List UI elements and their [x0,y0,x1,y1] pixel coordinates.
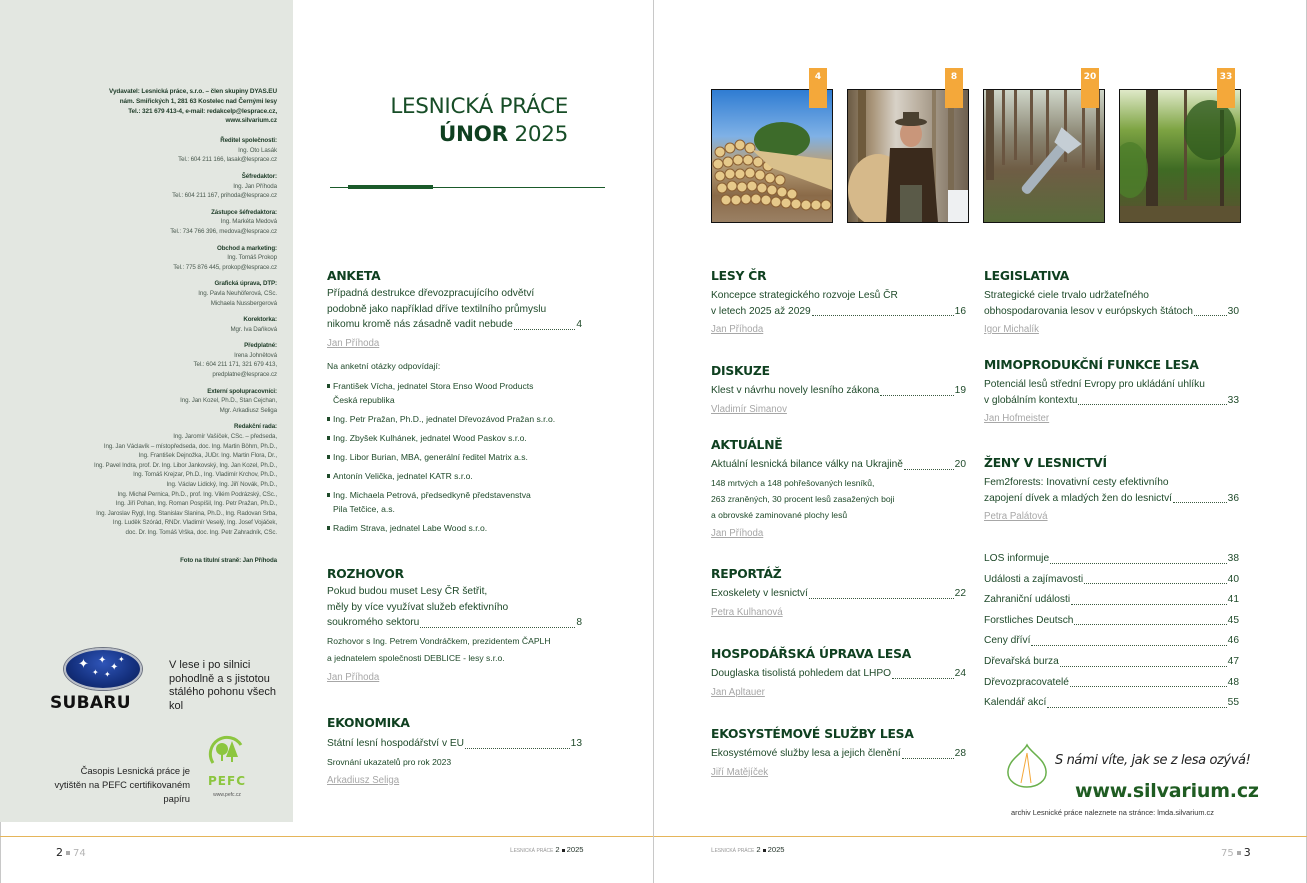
toc-regular-entry[interactable] [984,631,1239,652]
leader-dots [1071,604,1227,605]
issue-date [300,121,568,149]
toc-regular-entry[interactable] [984,549,1239,570]
leader-dots [1173,502,1227,503]
photo-page-badge: 20 [1081,68,1099,108]
page-number: 36 [1227,492,1239,504]
colophon-line: Ing. Luděk Szórád, RNDr. Vladimír Veselý, Ing. Josef Vojáček, [112,519,277,527]
colophon-block [7,244,277,273]
spread-spine [653,0,654,883]
respondent-line: Radim Strava, jednatel Labe Wood s.r.o. [333,522,488,533]
entry-subtitle [711,475,966,523]
editorial-board [7,422,277,537]
toc-entry[interactable] [711,586,966,602]
page-number-left [56,846,86,859]
leader-dots [904,469,954,470]
publisher-info [7,87,277,126]
toc-entry[interactable] [984,475,1239,506]
toc-section-legislativa [984,268,1239,337]
author-link[interactable]: Igor Michalík [984,324,1039,335]
toc-regular-entry[interactable] [984,570,1239,591]
toc-regular-entry[interactable] [984,590,1239,611]
colophon-line: Tel.: 604 211 166, lasak@lesprace.cz [178,156,277,164]
square-separator [763,849,766,852]
colophon-block [7,208,277,237]
toc-entry[interactable] [327,736,582,752]
entry-title: Dřevařská burza [984,655,1059,667]
cover-photo-credit: Foto na titulní straně: Jan Příhoda [180,556,277,564]
publisher-line: Tel.: 321 679 413-4, e-mail: redakcelp@lesprace.cz, [128,107,277,115]
subtitle-line: 148 mrtvých a 148 pohřešovaných lesníků, [711,477,875,488]
issue-year: 2025 [767,845,785,854]
leader-dots [1074,624,1226,625]
footer-rule-right [654,836,1307,837]
publisher-line: Vydavatel: Lesnická práce, s.r.o. – člen skupiny DYAS.EU [109,88,277,95]
issue-number: 2 [555,845,560,854]
ad-line: pohodlně a s jistotou [169,672,270,685]
colophon-block [7,172,277,201]
running-head-right [711,845,785,854]
colophon-heading: Obchod a marketing: [217,244,277,252]
toc-section-mimoprodukcni [984,357,1239,426]
colophon-block [7,315,277,334]
colophon-line: Tel.: 604 211 167, prihoda@lesprace.cz [172,192,277,200]
page-number-absolute: 74 [73,848,86,859]
entry-title-line: Strategické ciele trvalo udržateľného [984,290,1149,301]
square-separator [66,851,70,855]
page-number: 47 [1227,655,1239,667]
colophon-line: Ing. Jan Příhoda [233,182,277,190]
toc-entry[interactable] [711,457,966,473]
colophon-line: Ing. Jiří Pohan, Ing. Roman Pospíšil, Ing. Petr Pražan, Ph.D., [115,500,277,508]
silvarium-leaf-icon [1005,743,1049,791]
silvarium-url[interactable]: www.silvarium.cz [1075,780,1259,802]
entry-title-line: soukromého sektoru [327,617,420,628]
respondent-line: Ing. Michaela Petrová, předsedkyně představenstva [333,489,531,500]
magazine-masthead [300,93,568,149]
respondent-item [327,412,582,426]
colophon-sidebar [0,0,293,822]
toc-entry[interactable] [984,288,1239,319]
section-heading: ROZHOVOR [327,567,404,581]
colophon-line: doc. Dr. Ing. Tomáš Vrška, doc. Ing. Petr Zahradník, CSc. [125,528,277,536]
colophon-heading: Šéfredaktor: [241,172,277,180]
page-number-absolute: 75 [1221,848,1234,859]
forester-image [848,90,968,222]
footer-rule-left [0,836,653,837]
toc-regular-entry[interactable] [984,652,1239,673]
page-number: 24 [954,668,966,679]
entry-subtitle [327,633,582,667]
subaru-wordmark: SUBARU [50,693,131,713]
colophon-line: Ing. Jan Kozel, Ph.D., Stan Cejchan, [180,397,277,405]
section-heading: DISKUZE [711,364,770,378]
toc-section-hospodarska-uprava [711,646,966,700]
leader-dots [1194,315,1227,316]
respondent-item [327,450,582,464]
colophon-line: Mgr. Arkadiusz Seliga [219,406,277,414]
colophon-line: Ing. Tomáš Krejzar, Ph.D., Ing. Vladimír Krchov, Ph.D., [133,471,277,479]
colophon-line: Mgr. Iva Daňková [230,325,277,333]
toc-section-ekonomika [327,715,582,788]
leader-dots [892,678,954,679]
colophon-heading: Korektorka: [243,316,277,324]
pefc-note [50,764,190,806]
colophon-line: Tel.: 775 876 445, prokop@lesprace.cz [173,263,277,271]
leader-dots [880,395,953,396]
pefc-line: Časopis Lesnická práce je [80,765,190,776]
respondent-line: Česká republika [333,394,395,405]
page-number: 28 [954,748,966,759]
silvarium-slogan: S námi víte, jak se z lesa ozývá! [1055,753,1251,768]
leader-dots [809,598,954,599]
running-title: Lesnická práce [711,847,755,854]
section-heading: AKTUÁLNĚ [711,438,783,452]
leader-dots [1070,686,1227,687]
entry-title: Dřevozpracovatelé [984,676,1069,688]
colophon-line: Tel.: 734 766 396, medova@lesprace.cz [170,227,277,235]
author-link[interactable]: Arkadiusz Seliga [327,774,400,786]
page-number: 48 [1227,676,1239,688]
entry-title-line: Případná destrukce dřevozpracujícího odvětví [327,288,535,299]
author-link[interactable]: Jan Příhoda [327,671,380,683]
section-heading: EKOSYSTÉMOVÉ SLUŽBY LESA [711,727,914,741]
toc-section-aktualne [711,437,966,541]
subaru-stars-icon: ✦ ✦ ✦ ✦ ✦ ✦ [64,648,142,690]
page-number-right [1221,846,1251,859]
respondent-line: Pila Tetčice, a.s. [333,503,395,514]
photo-forest[interactable] [1119,89,1241,223]
entry-subtitle: Srovnání ukazatelů pro rok 2023 [327,756,452,767]
pefc-logo [203,733,251,798]
subtitle-line: a jednatelem společnosti DEBLICE - lesy s.r.o. [327,652,505,663]
respondent-line: Antonín Velička, jednatel KATR s.r.o. [333,470,473,481]
entry-title: Ceny dříví [984,635,1031,647]
entry-title-line: Koncepce strategického rozvoje Lesů ČR [711,290,898,301]
toc-regular-entry[interactable] [984,693,1239,714]
colophon-heading: Předplatné: [244,342,277,350]
toc-entry[interactable] [711,666,966,682]
pefc-line: vytištěn na PEFC certifikovaném [54,779,190,790]
colophon-line: Ing. Václav Lidický, Ing. Jiří Novák, Ph.D., [166,481,277,488]
log-pile-image [712,90,832,222]
issue-month: ÚNOR [438,122,508,147]
entry-title: Ekosystémové služby lesa a jejich členění [711,748,901,759]
page-number: 40 [1227,573,1239,585]
ad-line: V lese i po silnici [169,659,251,671]
entry-title: Události a zajímavosti [984,573,1084,585]
entry-title-line: zapojení dívek a mladých žen do lesnictví [984,492,1173,504]
respondent-line: Ing. Zbyšek Kulhánek, jednatel Wood Paskov s.r.o. [333,432,527,443]
colophon-line: Irena Johnětová [234,351,277,359]
leader-dots [902,758,954,759]
colophon-heading: Externí spolupracovníci: [207,387,277,395]
author-link[interactable]: Jan Příhoda [711,527,764,539]
leader-dots [1031,645,1226,646]
issue-year: 2025 [566,845,584,854]
colophon [7,87,277,565]
respondent-item [327,488,582,516]
publisher-line: nám. Smiřických 1, 281 63 Kostelec nad Černými lesy [119,97,277,105]
toc-entry[interactable] [711,288,966,319]
toc-regular-entry[interactable] [984,673,1239,694]
section-heading: ANKETA [327,269,381,283]
magazine-title: LESNICKÁ PRÁCE [390,94,568,119]
page-number: 45 [1227,614,1239,626]
entry-title: Forstliches Deutsch [984,614,1074,626]
colophon-line: predplatne@lesprace.cz [212,371,277,379]
page-number: 19 [954,385,966,396]
survey-intro: Na anketní otázky odpovídají: [327,360,441,371]
toc-entry[interactable] [711,746,966,762]
page-number: 4 [576,319,582,330]
page-number: 8 [576,617,582,628]
toc-section-reportaz [711,566,966,620]
entry-title-line: v letech 2025 až 2029 [711,305,811,317]
subtitle-line: Rozhovor s Ing. Petrem Vondráčkem, prezidentem ČAPLH [327,635,551,646]
subtitle-line: a obrovské zaminované plochy lesů [711,509,848,520]
page-number-main: 3 [1243,846,1251,859]
entry-title-line: Pokud budou muset Lesy ČR šetřit, [327,586,488,597]
author-link[interactable]: Petra Palátová [984,511,1048,522]
respondent-item [327,431,582,445]
page-number: 16 [954,305,966,317]
ad-line: stálého pohonu všech kol [169,686,277,712]
colophon-line: Ing. Pavel Indra, prof. Dr. Ing. Libor Jankovský, Ing. Jan Kozel, Ph.D., [94,461,277,469]
pefc-wordmark: PEFC [208,774,246,788]
entry-title: Státní lesní hospodářství v EU [327,738,465,749]
colophon-line: Ing. Tomáš Prokop [227,254,277,262]
leader-dots [465,748,570,749]
ordnance-image [984,90,1104,222]
toc-entry[interactable] [711,383,966,399]
page-number: 46 [1227,635,1239,647]
colophon-line: Ing. Jan Václavík – místopředseda, doc. Ing. Martin Böhm, Ph.D., [103,442,277,450]
entry-title-line: Fem2forests: Inovativní cesty efektivního [984,477,1169,488]
colophon-heading: Grafická úprava, DTP: [214,280,277,288]
page-number: 38 [1227,553,1239,564]
toc-section-ekosystemove [711,726,966,780]
section-heading: ŽENY V LESNICTVÍ [984,456,1107,470]
entry-title-line: podobně jako například dříve textilního průmyslu [327,303,547,315]
respondent-item [327,521,582,535]
author-link[interactable]: Petra Kulhanová [711,606,783,618]
running-head-left [510,845,584,854]
author-link[interactable]: Vladimír Simanov [711,403,787,415]
publisher-line: www.silvarium.cz [225,117,277,125]
issue-year: 2025 [514,122,568,147]
respondent-item [327,469,582,483]
entry-title-line: obhospodarovania lesov v európskych štátoch [984,305,1193,317]
page-number: 30 [1227,305,1239,317]
respondent-line: Ing. Petr Pražan, Ph.D., jednatel Dřevozávod Pražan s.r.o. [333,413,556,424]
page-number: 22 [954,588,966,599]
archive-note: archiv Lesnické práce naleznete na stránce: lmda.silvarium.cz [1011,808,1214,817]
entry-title: Zahraniční události [984,594,1071,606]
photo-ordnance[interactable] [983,89,1105,223]
leader-dots [1047,707,1226,708]
section-heading: MIMOPRODUKČNÍ FUNKCE LESA [984,358,1199,372]
author-link[interactable]: Jan Příhoda [327,337,380,349]
toc-section-rozhovor [327,566,582,685]
colophon-line: Tel.: 604 211 171, 321 679 413, [193,361,277,369]
entry-title: Aktuální lesnická bilance války na Ukrajině [711,459,903,470]
toc-entry[interactable] [327,584,582,631]
entry-title-line: nikomu kromě nás zásadně vadit nebude [327,319,513,330]
section-heading: LESY ČR [711,269,767,283]
entry-title: Kalendář akcí [984,697,1047,709]
toc-regular-columns [984,549,1239,714]
leader-dots [1078,404,1226,405]
colophon-line: Ing. Michal Pernica, Ph.D., prof. Ing. Vilém Podrázský, CSc., [117,490,277,498]
leader-dots [812,315,954,316]
leader-dots [1060,666,1227,667]
photo-forester[interactable] [847,89,969,223]
pefc-url: www.pefc.cz [213,792,241,798]
entry-title: LOS informuje [984,553,1050,564]
colophon-heading: Redakční rada: [234,423,277,431]
section-heading: REPORTÁŽ [711,567,782,581]
colophon-line: Ing. Jaromír Vašíček, CSc. – předseda, [173,433,277,441]
page-number-main: 2 [56,846,63,859]
respondent-line: František Vícha, jednatel Stora Enso Wood Products [333,380,534,391]
photo-page-badge: 8 [945,68,963,108]
page-number: 33 [1227,394,1239,406]
running-title: Lesnická práce [510,847,554,854]
photo-log-pile[interactable] [711,89,833,223]
section-heading: LEGISLATIVA [984,269,1070,283]
entry-title: Klest v návrhu novely lesního zákona [711,385,880,396]
page-number: 55 [1227,697,1239,709]
respondent-list [327,379,582,535]
respondent-item [327,379,582,407]
page-number: 41 [1227,594,1239,606]
title-rule-accent [348,185,433,189]
leader-dots [1084,583,1227,584]
author-link[interactable]: Jan Apltauer [711,686,765,698]
colophon-heading: Ředitel společnosti: [220,137,277,145]
colophon-line: Ing. Jaroslav Rygl, Ing. Stanislav Slanina, Ph.D., Ing. Radovan Srba, [96,509,277,517]
toc-entry[interactable] [984,377,1239,408]
subaru-logo [50,648,154,713]
colophon-block [7,279,277,308]
square-separator [1237,851,1241,855]
leader-dots [420,627,575,628]
colophon-line: Ing. Markéta Medová [220,218,277,226]
entry-title-line: v globálním kontextu [984,394,1078,406]
toc-section-lesy-cr [711,268,966,337]
respondent-line: Ing. Libor Burian, MBA, generální ředitel Matrix a.s. [333,451,528,462]
toc-regular-entry[interactable] [984,611,1239,632]
section-heading: EKONOMIKA [327,716,410,730]
toc-section-anketa [327,268,582,540]
forest-image [1120,90,1240,222]
colophon-block [7,387,277,416]
author-link[interactable]: Jan Příhoda [711,324,764,335]
photo-page-badge: 4 [809,68,827,108]
issue-number: 2 [756,845,761,854]
colophon-line: Michaela Nussbergerová [210,299,277,307]
square-separator [562,849,565,852]
colophon-line: Ing. Pavla Neuhöferová, CSc. [198,289,277,297]
toc-entry[interactable] [327,286,582,333]
entry-title-line: měly by více využívat služeb efektivního [327,601,509,613]
photo-page-badge: 33 [1217,68,1235,108]
toc-section-zeny [984,455,1239,524]
subtitle-line: 263 zraněných, 30 procent lesů zasažených boji [711,493,895,504]
colophon-heading: Zástupce šéfredaktora: [211,208,277,216]
leader-dots [514,329,576,330]
entry-title-line: Potenciál lesů střední Evropy pro ukládání uhlíku [984,379,1205,390]
colophon-block [7,341,277,379]
leader-dots [1050,563,1227,564]
entry-title: Douglaska tisolistá pohledem dat LHPO [711,668,892,679]
author-link[interactable]: Jan Hofmeister [984,413,1050,424]
pefc-line: papíru [163,793,190,804]
colophon-block [7,136,277,165]
colophon-line: Ing. František Dejnožka, JUDr. Ing. Martin Flora, Dr., [138,452,277,460]
subaru-ad-text [169,659,293,713]
toc-section-diskuze [711,363,966,417]
section-heading: HOSPODÁŘSKÁ ÚPRAVA LESA [711,647,912,661]
colophon-line: Ing. Oto Lasák [238,146,277,154]
page-number: 20 [954,459,966,470]
author-link[interactable]: Jiří Matějíček [711,766,769,778]
pefc-trees-icon [207,733,247,769]
entry-title: Exoskelety v lesnictví [711,588,808,599]
page-number: 13 [570,738,582,749]
